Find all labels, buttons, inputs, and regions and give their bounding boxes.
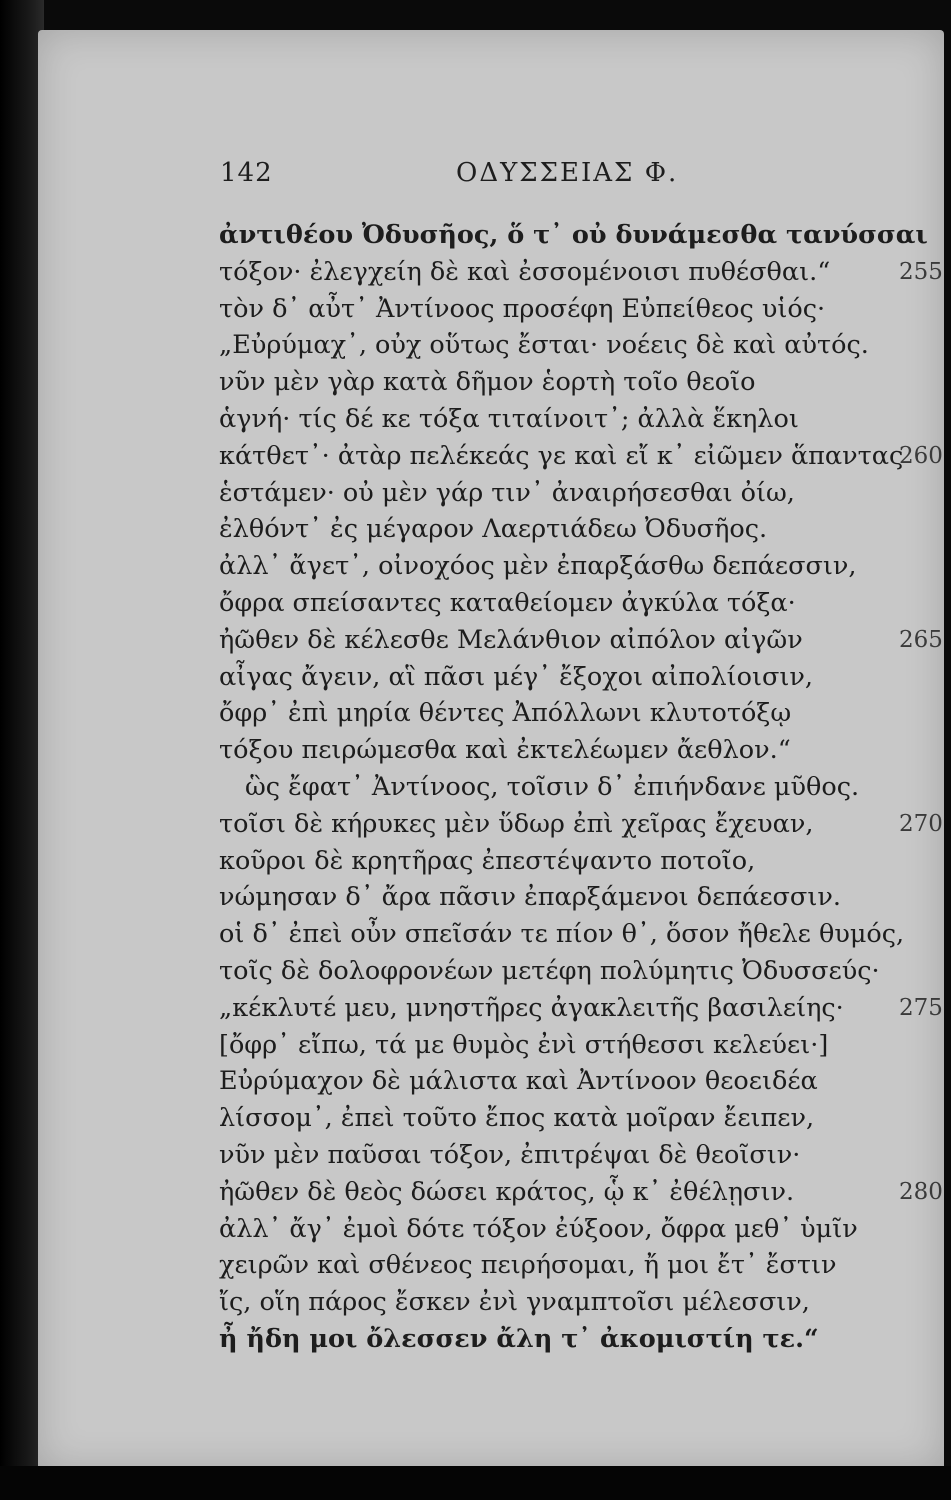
verse-block: [219, 217, 943, 1358]
verse-line: τόξου πειρώμεσθα καὶ ἐκτελέωμεν ἄεθλον.“: [219, 735, 791, 766]
verse-line: λίσσομ᾽, ἐπεὶ τοῦτο ἔπος κατὰ μοῖραν ἔειπεν,: [219, 1103, 815, 1134]
verse-line: χειρῶν καὶ σθένεος πειρήσομαι, ἤ μοι ἔτ᾽ ἔστιν: [219, 1250, 837, 1281]
verse-line: ἐλθόντ᾽ ἐς μέγαρον Λαερτιάδεω Ὀδυσῆος.: [219, 514, 768, 545]
page-number: 142: [220, 158, 273, 188]
page-header: [38, 158, 944, 198]
verse-line: αἶγας ἄγειν, αἳ πᾶσι μέγ᾽ ἔξοχοι αἰπολίοισιν,: [219, 661, 813, 692]
verse-line: „κέκλυτέ μευ, μνηστῆρες ἀγακλειτῆς βασιλείης· 275: [219, 990, 919, 1027]
verse-line: ἀντιθέου Ὀδυσῆος, ὅ τ᾽ οὐ δυνάμεσθα τανύσσαι: [219, 220, 928, 250]
page-bottom-shadow: [0, 1466, 951, 1500]
verse-line: τοῖς δὲ δολοφρονέων μετέφη πολύμητις Ὀδυσσεύς·: [219, 955, 880, 986]
verse-line: ἁγνή· τίς δέ κε τόξα τιταίνοιτ᾽; ἀλλὰ ἕκηλοι: [219, 403, 799, 434]
line-number: 265: [899, 626, 943, 653]
verse-line: [ὄφρ᾽ εἴπω, τά με θυμὸς ἐνὶ στήθεσσι κελεύει·]: [219, 1029, 829, 1060]
verse-line: ἠῶθεν δὲ θεὸς δώσει κράτος, ᾧ κ᾽ ἐθέλῃσιν. 280: [219, 1174, 919, 1211]
verse-line: τόξον· ἐλεγχείη δὲ καὶ ἐσσομένοισι πυθέσθαι.“ 255: [219, 254, 919, 291]
verse-line: ὄφρ᾽ ἐπὶ μηρία θέντες Ἀπόλλωνι κλυτοτόξῳ: [219, 698, 792, 729]
verse-line: τὸν δ᾽ αὖτ᾽ Ἀντίνοος προσέφη Εὐπείθεος υἱός·: [219, 293, 826, 324]
book-page: [38, 30, 944, 1470]
verse-line: ὣς ἔφατ᾽ Ἀντίνοος, τοῖσιν δ᾽ ἐπιήνδανε μῦθος.: [245, 771, 860, 802]
line-number: 280: [899, 1178, 943, 1205]
verse-line: νώμησαν δ᾽ ἄρα πᾶσιν ἐπαρξάμενοι δεπάεσσιν.: [219, 882, 841, 913]
line-number: 270: [899, 810, 943, 837]
verse-line: ἑστάμεν· οὐ μὲν γάρ τιν᾽ ἀναιρήσεσθαι ὀίω,: [219, 477, 795, 508]
line-number: 275: [899, 994, 943, 1021]
verse-line: „Εὐρύμαχ᾽, οὐχ οὕτως ἔσται· νοέεις δὲ καὶ αὐτός.: [219, 330, 869, 361]
verse-line: Εὐρύμαχον δὲ μάλιστα καὶ Ἀντίνοον θεοειδέα: [219, 1066, 818, 1097]
verse-line: νῦν μὲν παῦσαι τόξον, ἐπιτρέψαι δὲ θεοῖσιν·: [219, 1139, 801, 1170]
verse-line: ἴς, οἵη πάρος ἔσκεν ἐνὶ γναμπτοῖσι μέλεσσιν,: [219, 1287, 810, 1318]
verse-line: ἀλλ᾽ ἄγ᾽ ἐμοὶ δότε τόξον ἐύξοον, ὄφρα μεθ᾽ ὑμῖν: [219, 1213, 858, 1244]
verse-line: νῦν μὲν γὰρ κατὰ δῆμον ἑορτὴ τοῖο θεοῖο: [219, 367, 756, 398]
verse-line: κάτθετ᾽· ἀτὰρ πελέκεάς γε καὶ εἴ κ᾽ εἰῶμεν ἅπαντας 260: [219, 438, 919, 475]
verse-line: ὄφρα σπείσαντες καταθείομεν ἀγκύλα τόξα·: [219, 587, 796, 618]
line-number: 260: [899, 442, 943, 469]
verse-line: ἠῶθεν δὲ κέλεσθε Μελάνθιον αἰπόλον αἰγῶν 265: [219, 622, 919, 659]
verse-line: ἀλλ᾽ ἄγετ᾽, οἰνοχόος μὲν ἐπαρξάσθω δεπάεσσιν,: [219, 551, 857, 582]
verse-line: ἦ ἤδη μοι ὄλεσσεν ἄλη τ᾽ ἀκομιστίη τε.“: [219, 1323, 819, 1354]
running-head: ΟΔΥΣΣΕΙΑΣ Φ.: [456, 158, 679, 188]
verse-line: κοῦροι δὲ κρητῆρας ἐπεστέψαντο ποτοῖο,: [219, 845, 756, 876]
verse-line: οἱ δ᾽ ἐπεὶ οὖν σπεῖσάν τε πίον θ᾽, ὅσον ἤθελε θυμός,: [219, 919, 905, 950]
line-number: 255: [899, 258, 943, 285]
verse-line: τοῖσι δὲ κήρυκες μὲν ὕδωρ ἐπὶ χεῖρας ἔχευαν, 270: [219, 806, 919, 843]
